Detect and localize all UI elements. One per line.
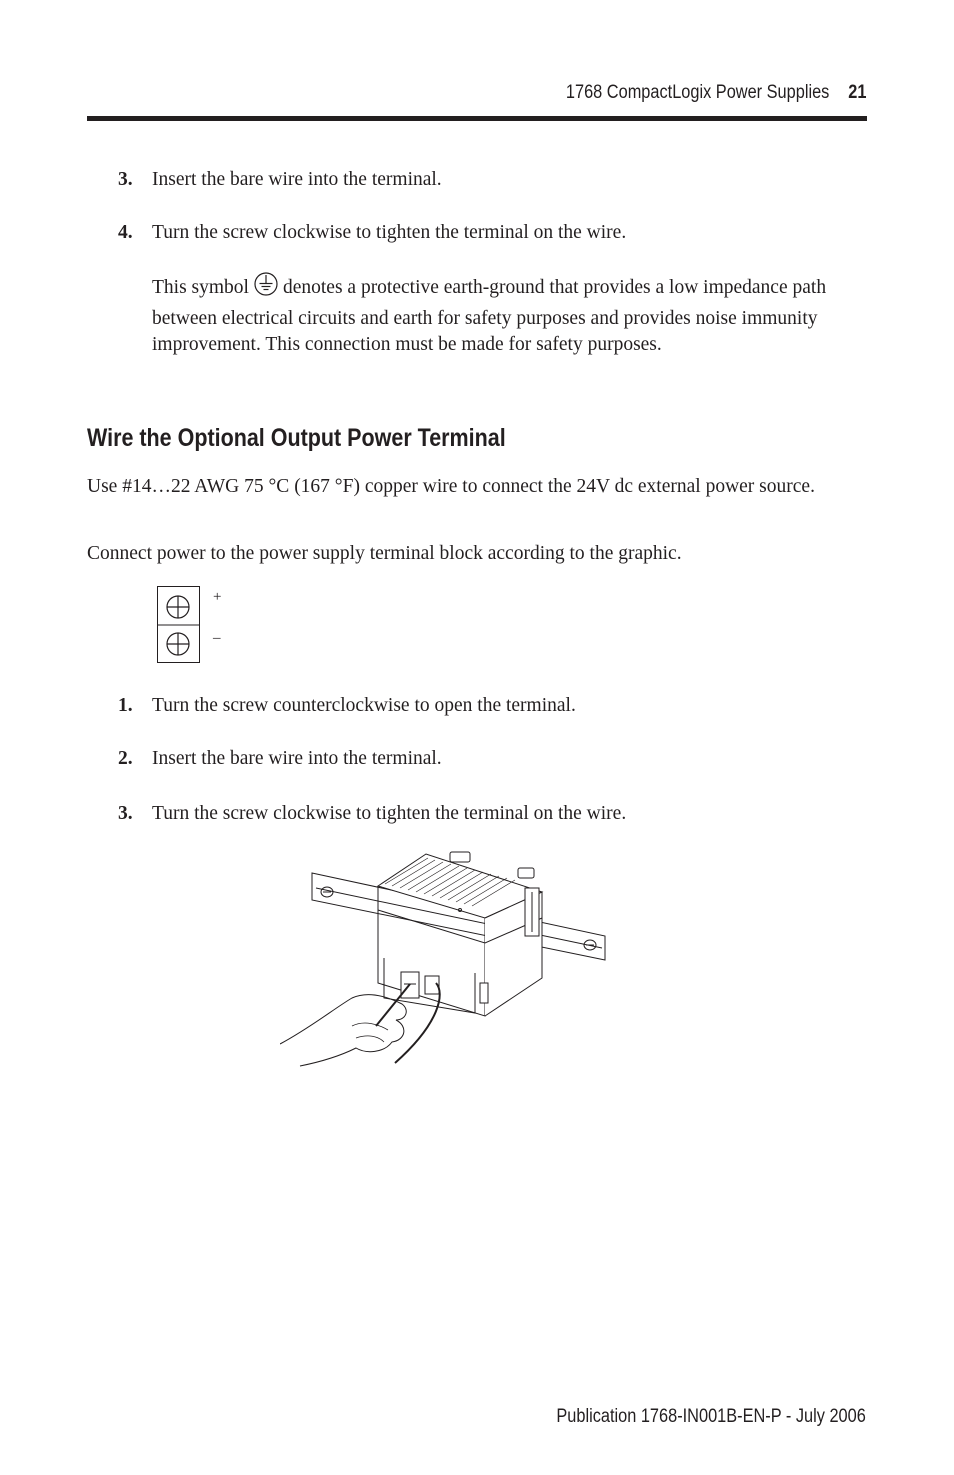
terminal-block-svg — [157, 586, 237, 664]
terminal-block-graphic — [157, 586, 237, 669]
step-number: 3. — [118, 169, 133, 190]
step-3-top — [118, 167, 442, 194]
header-title: 1768 CompactLogix Power Supplies — [565, 82, 829, 103]
step-number: 2. — [118, 748, 133, 769]
step-3-bottom — [118, 801, 626, 828]
step-1-bottom — [118, 693, 576, 720]
protective-earth-icon — [253, 271, 279, 306]
section-heading: Wire the Optional Output Power Terminal — [87, 424, 506, 452]
running-header — [565, 82, 866, 104]
step-text: Turn the screw clockwise to tighten the terminal on the wire. — [152, 222, 627, 243]
wiring-illustration-svg — [280, 848, 620, 1073]
earth-ground-note — [152, 271, 868, 359]
plus-terminal-label: + — [213, 589, 222, 605]
step-text: Insert the bare wire into the terminal. — [152, 748, 442, 769]
page-number: 21 — [847, 82, 866, 103]
note-body: denotes a protective earth-ground that provides a low impedance path between electrical circuits and earth for safety purposes and provides noise immunity improvement. This connection must be made for safety purposes. — [152, 277, 827, 355]
power-supply-wiring-illustration — [280, 848, 620, 1078]
step-text: Turn the screw counterclockwise to open the terminal. — [152, 695, 576, 716]
step-text: Insert the bare wire into the terminal. — [152, 169, 442, 190]
connect-paragraph: Connect power to the power supply terminal block according to the graphic. — [87, 543, 682, 564]
header-rule — [87, 116, 867, 121]
step-4-top — [118, 220, 626, 247]
note-lead: This symbol — [152, 277, 249, 298]
minus-terminal-label: – — [213, 630, 221, 646]
output-terminal-area — [384, 958, 475, 1013]
step-number: 4. — [118, 222, 133, 243]
step-number: 1. — [118, 695, 133, 716]
step-number: 3. — [118, 803, 133, 824]
step-text: Turn the screw clockwise to tighten the terminal on the wire. — [152, 803, 627, 824]
publication-footer: Publication 1768-IN001B-EN-P - July 2006 — [556, 1406, 866, 1427]
step-2-bottom — [118, 746, 442, 773]
screwdriver — [376, 984, 410, 1026]
wire-spec-paragraph: Use #14…22 AWG 75 °C (167 °F) copper wire to connect the 24V dc external power source. — [87, 476, 815, 497]
hand — [280, 995, 406, 1066]
